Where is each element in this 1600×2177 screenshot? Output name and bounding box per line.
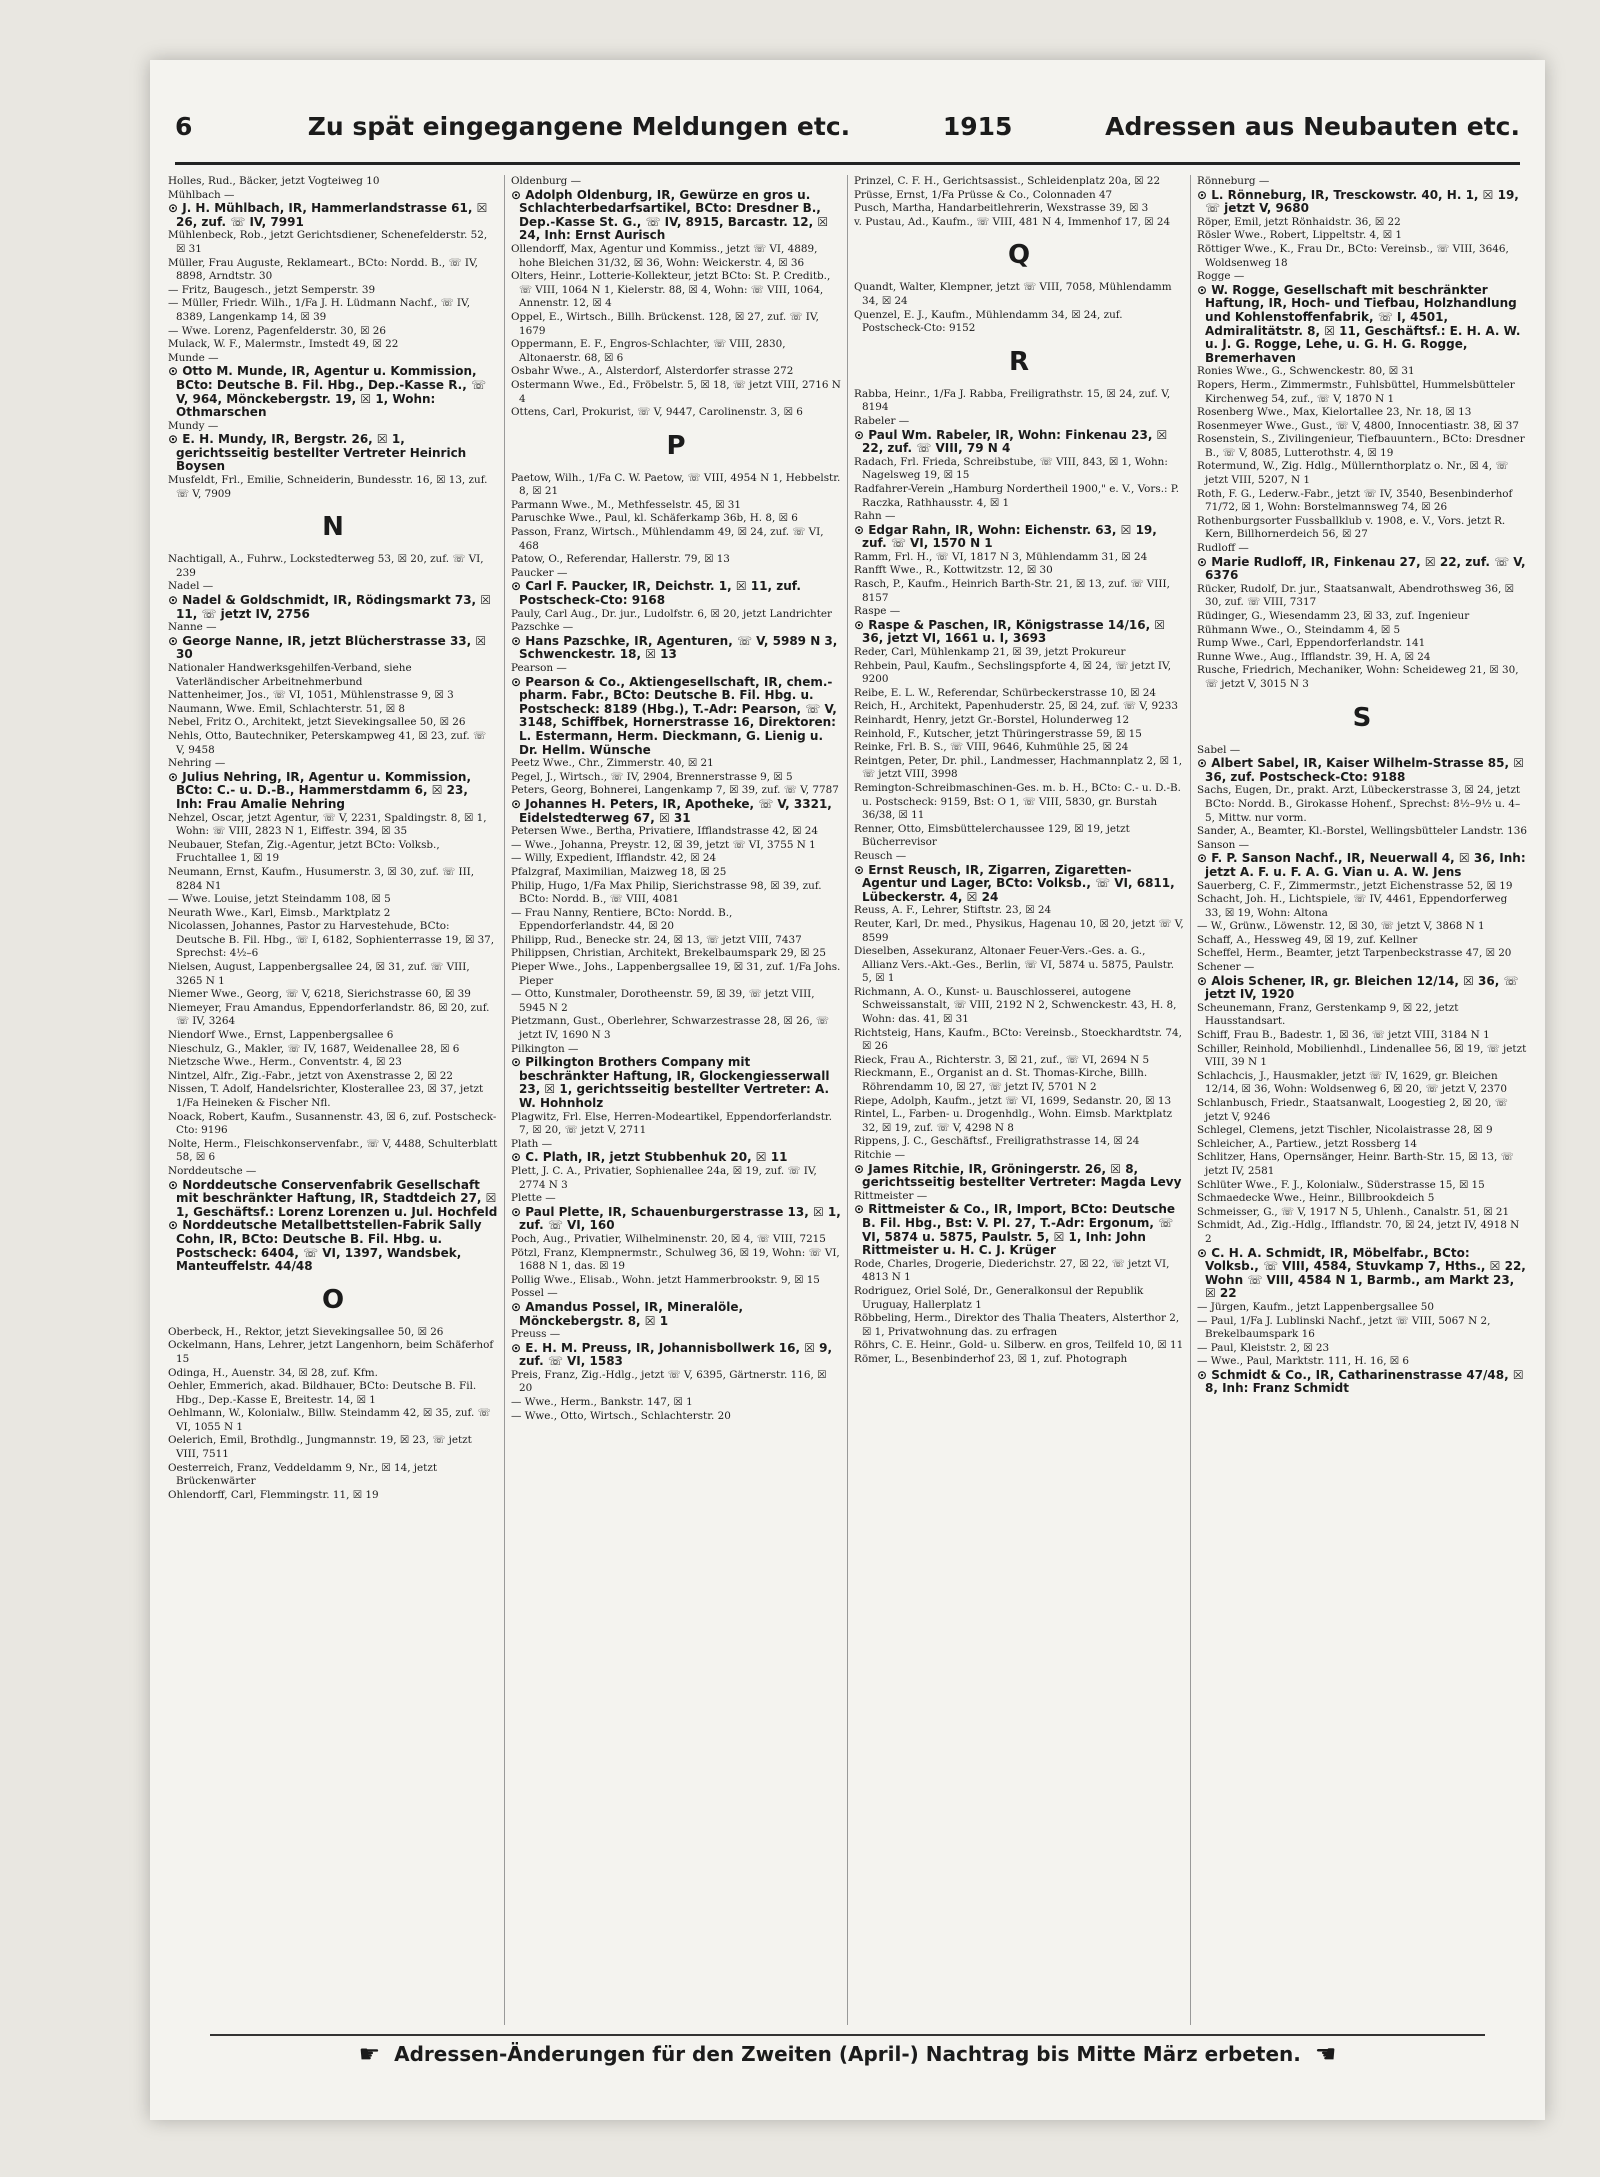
directory-entry: Röper, Emil, jetzt Rönhaidstr. 36, ☒ 22 (1197, 215, 1401, 228)
section-letter: Q (1007, 240, 1031, 271)
directory-entry: Rode, Charles, Drogerie, Diederichstr. 27, ☒ 22, ☏ jetzt VI, 4813 N 1 (854, 1257, 1170, 1284)
directory-entry: Pauly, Carl Aug., Dr. jur., Ludolfstr. 6, ☒ 20, jetzt Landrichter (511, 607, 833, 620)
directory-entry: Nadel — (168, 580, 214, 593)
firm-entry: ⊙ J. H. Mühlbach, IR, Hammerlandstrasse 61, ☒ 26, zuf. ☏ IV, 7991 (168, 201, 488, 229)
directory-entry: Ohlendorff, Carl, Flemmingstr. 11, ☒ 19 (168, 1488, 379, 1501)
directory-entry: Ropers, Herm., Zimmermstr., Fuhlsbüttel, Hummelsbütteler Kirchenweg 54, zuf., ☏ V, 1870 N 1 (1197, 378, 1515, 405)
directory-entry: Pieper Wwe., Johs., Lappenbergsallee 19, ☒ 31, zuf. 1/Fa Johs. Pieper (511, 961, 841, 987)
firm-entry: ⊙ Pilkington Brothers Company mit beschränkter Haftung, IR, Glockengiesserwall 23, ☒ 1, gerichtsseitig bestellter Vertreter: A. W. Hohnholz (511, 1055, 830, 1110)
directory-entry: Odinga, H., Auenstr. 34, ☒ 28, zuf. Kfm. (168, 1366, 378, 1379)
firm-entry: ⊙ George Nanne, IR, jetzt Blücherstrasse 33, ☒ 30 (168, 633, 487, 662)
directory-entry: Nietzsche Wwe., Herm., Conventstr. 4, ☒ 23 (168, 1056, 402, 1069)
directory-entry: Rühmann Wwe., O., Steindamm 4, ☒ 5 (1197, 623, 1401, 636)
directory-entry: Scheunemann, Franz, Gerstenkamp 9, ☒ 22, jetzt Hausstandsart. (1197, 1001, 1459, 1028)
directory-entry: Paruschke Wwe., Paul, kl. Schäferkamp 36b, H. 8, ☒ 6 (511, 512, 798, 525)
directory-entry: Rippens, J. C., Geschäftsf., Freiligrathstrasse 14, ☒ 24 (854, 1135, 1140, 1148)
directory-entry: Ockelmann, Hans, Lehrer, jetzt Langenhorn, beim Schäferhof 15 (168, 1339, 494, 1365)
directory-entry: — Fritz, Baugesch., jetzt Semperstr. 39 (168, 283, 376, 296)
directory-entry: Rehbein, Paul, Kaufm., Sechslingspforte 4, ☒ 24, ☏ jetzt IV, 9200 (854, 659, 1172, 686)
directory-entry: — Müller, Friedr. Wilh., 1/Fa J. H. Lüdmann Nachf., ☏ IV, 8389, Langenkamp 14, ☒ 39 (168, 297, 471, 323)
directory-entry: Röbbeling, Herm., Direktor des Thalia Theaters, Alsterthor 2, ☒ 1, Privatwohnung das. zu erfragen (854, 1312, 1180, 1338)
directory-entry: Reintgen, Peter, Dr. phil., Landmesser, Hachmannplatz 2, ☒ 1, ☏ jetzt VIII, 3998 (854, 754, 1183, 781)
directory-entry: Nehls, Otto, Bautechniker, Peterskampweg 41, ☒ 23, zuf. ☏ V, 9458 (168, 729, 486, 756)
directory-entry: Nintzel, Alfr., Zig.-Fabr., jetzt von Axenstrasse 2, ☒ 22 (168, 1069, 453, 1082)
firm-entry: ⊙ Otto M. Munde, IR, Agentur u. Kommission, BCto: Deutsche B. Fil. Hbg., Dep.-Kasse R., ☏ V, 964, Mönckebergstr. 19, ☒ 1, Wohn: Othmarschen (168, 364, 486, 420)
section-letter: R (1008, 346, 1030, 377)
section-letter: P (666, 430, 686, 461)
directory-entry: Plagwitz, Frl. Else, Herren-Modeartikel, Eppendorferlandstr. 7, ☒ 20, ☏ jetzt V, 2711 (511, 1110, 833, 1137)
firm-entry: ⊙ F. P. Sanson Nachf., IR, Neuerwall 4, ☒ 36, Inh: jetzt A. F. u. F. A. G. Vian u. A. W. Jens (1197, 851, 1526, 879)
directory-entry: Mühlbach — (168, 188, 235, 201)
directory-entry: Parmann Wwe., M., Methfesselstr. 45, ☒ 31 (511, 498, 741, 511)
directory-entry: Röhrs, C. E. Heinr., Gold- u. Silberw. en gros, Teilfeld 10, ☒ 11 (854, 1339, 1184, 1352)
directory-entry: Roth, F. G., Lederw.-Fabr., jetzt ☏ IV, 3540, Besenbinderhof 71/72, ☒ 1, Wohn: Borstelmannsweg 74, ☒ 26 (1197, 487, 1513, 514)
directory-entry: Runne Wwe., Aug., Ifflandstr. 39, H. A, ☒ 24 (1197, 650, 1431, 663)
directory-entry: Rothenburgsorter Fussballklub v. 1908, e. V., Vors. jetzt R. Kern, Billhornerdeich 56, ☒ 27 (1197, 514, 1506, 541)
directory-entry: Quenzel, E. J., Kaufm., Mühlendamm 34, ☒ 24, zuf. Postscheck-Cto: 9152 (854, 308, 1123, 335)
directory-entry: Reusch — (854, 849, 907, 862)
column-3 (848, 175, 1191, 2025)
directory-entry: Schleicher, A., Partiew., jetzt Rossberg 14 (1197, 1137, 1418, 1150)
directory-entry: Rücker, Rudolf, Dr. jur., Staatsanwalt, Abendrothsweg 36, ☒ 30, zuf. ☏ VIII, 7317 (1197, 582, 1514, 609)
year: 1915 (942, 112, 1013, 141)
directory-entry: Rotermund, W., Zig. Hdlg., Müllernthorplatz o. Nr., ☒ 4, ☏ jetzt VIII, 5207, N 1 (1197, 460, 1509, 487)
directory-entry: Niendorf Wwe., Ernst, Lappenbergsallee 6 (168, 1029, 394, 1042)
directory-entry: Rogge — (1197, 270, 1245, 283)
directory-entry: — Wwe., Johanna, Preystr. 12, ☒ 39, jetzt ☏ VI, 3755 N 1 (511, 838, 816, 851)
directory-entry: — Frau Nanny, Rentiere, BCto: Nordd. B., Eppendorferlandstr. 44, ☒ 20 (511, 906, 733, 933)
directory-entry: — Wwe., Herm., Bankstr. 147, ☒ 1 (511, 1396, 693, 1409)
directory-entry: Prinzel, C. F. H., Gerichtsassist., Schleidenplatz 20a, ☒ 22 (854, 175, 1161, 187)
firm-entry: ⊙ Paul Plette, IR, Schauenburgerstrasse 13, ☒ 1, zuf. ☏ VI, 160 (511, 1204, 841, 1233)
directory-entry: Oehlmann, W., Kolonialw., Billw. Steindamm 42, ☒ 35, zuf. ☏ VI, 1055 N 1 (168, 1407, 491, 1433)
section-letter: O (321, 1284, 345, 1315)
directory-entry: Rösler Wwe., Robert, Lippeltstr. 4, ☒ 1 (1197, 229, 1402, 242)
firm-entry: ⊙ Edgar Rahn, IR, Wohn: Eichenstr. 63, ☒ 19, zuf. ☏ VI, 1570 N 1 (854, 522, 1157, 551)
directory-entry: Oppel, E., Wirtsch., Billh. Brückenst. 128, ☒ 27, zuf. ☏ IV, 1679 (511, 310, 819, 337)
directory-entry: Plette — (511, 1192, 556, 1205)
directory-entry: Radach, Frl. Frieda, Schreibstube, ☏ VIII, 843, ☒ 1, Wohn: Nagelsweg 19, ☒ 15 (854, 455, 1168, 482)
directory-entry: Possel — (511, 1287, 558, 1300)
directory-entry: Reinhardt, Henry, jetzt Gr.-Borstel, Holunderweg 12 (854, 714, 1130, 726)
directory-entry: Niemeyer, Frau Amandus, Eppendorferlandstr. 86, ☒ 20, zuf. ☏ IV, 3264 (168, 1001, 490, 1028)
directory-entry: Pazschke — (511, 621, 574, 634)
directory-entry: Ramm, Frl. H., ☏ VI, 1817 N 3, Mühlendamm 31, ☒ 24 (854, 550, 1148, 563)
directory-entry: — Wwe., Otto, Wirtsch., Schlachterstr. 20 (511, 1409, 731, 1422)
footer-notice: Adressen-Änderungen für den Zweiten (April-) Nachtrag bis Mitte März erbeten. (394, 2042, 1301, 2066)
directory-entry: Schmaedecke Wwe., Heinr., Billbrookdeich 5 (1197, 1192, 1435, 1205)
pointing-hand-icon: ☛ (358, 2040, 381, 2068)
firm-entry: ⊙ Johannes H. Peters, IR, Apotheke, ☏ V, 3321, Eidelstedterweg 67, ☒ 31 (511, 796, 832, 825)
directory-entry: Schlachcis, J., Hausmakler, jetzt ☏ IV, 1629, gr. Bleichen 12/14, ☒ 36, Wohn: Woldsenweg 6, ☒ 20, ☏ jetzt V, 2370 (1197, 1069, 1507, 1096)
directory-entry: Schmidt, Ad., Zig.-Hdlg., Ifflandstr. 70, ☒ 24, jetzt IV, 4918 N 2 (1197, 1219, 1520, 1245)
directory-entry: Ronies Wwe., G., Schwenckestr. 80, ☒ 31 (1197, 365, 1415, 378)
directory-entry: Reder, Carl, Mühlenkamp 21, ☒ 39, jetzt Prokureur (854, 646, 1126, 659)
firm-entry: ⊙ L. Rönneburg, IR, Tresckowstr. 40, H. 1, ☒ 19, ☏ jetzt V, 9680 (1197, 187, 1519, 216)
directory-entry: Richmann, A. O., Kunst- u. Bauschlosserei, autogene Schweissanstalt, ☏ VIII, 2192 N 2, Schwenckestr. 43, H. 8, Wohn: das. 41, ☒ 31 (854, 985, 1177, 1026)
directory-entry: Pearson — (511, 662, 567, 674)
directory-entry: Mulack, W. F., Malermstr., Imstedt 49, ☒ 22 (168, 338, 399, 351)
directory-entry: Sachs, Eugen, Dr., prakt. Arzt, Lübeckerstrasse 3, ☒ 24, jetzt BCto: Nordd. B., Girokasse Hohenf., Sprechst: 8½–9½ u. 4–5, Mittw. nur vorm. (1197, 784, 1521, 824)
directory-entry: Mühlenbeck, Rob., jetzt Gerichtsdiener, Schenefelderstr. 52, ☒ 31 (168, 229, 488, 255)
directory-entry: Nationaler Handwerksgehilfen-Verband, siehe Vaterländischer Arbeitnehmerbund (168, 662, 412, 688)
firm-entry: ⊙ Ernst Reusch, IR, Zigarren, Zigaretten-Agentur und Lager, BCto: Volksb., ☏ VI, 6811, Lübeckerstr. 4, ☒ 24 (854, 862, 1175, 904)
directory-entry: Oesterreich, Franz, Veddeldamm 9, Nr., ☒ 14, jetzt Brückenwärter (168, 1461, 438, 1488)
directory-entry: Preis, Franz, Zig.-Hdlg., jetzt ☏ V, 6395, Gärtnerstr. 116, ☒ 20 (511, 1368, 827, 1395)
directory-entry: Riepe, Adolph, Kaufm., jetzt ☏ VI, 1699, Sedanstr. 20, ☒ 13 (854, 1094, 1172, 1107)
directory-entry: Schaff, A., Hessweg 49, ☒ 19, zuf. Kellner (1197, 933, 1418, 946)
directory-entry: Nicolassen, Johannes, Pastor zu Harvestehude, BCto: Deutsche B. Fil. Hbg., ☏ I, 6182, Sophienterrasse 19, ☒ 37, Sprechst: 4½–6 (168, 920, 495, 960)
firm-entry: ⊙ E. H. M. Preuss, IR, Johannisbollwerk 16, ☒ 9, zuf. ☏ VI, 1583 (511, 1340, 833, 1369)
directory-entry: Schlanbusch, Friedr., Staatsanwalt, Loogestieg 2, ☒ 20, ☏ jetzt V, 9246 (1197, 1097, 1508, 1123)
directory-entry: Nehring — (168, 757, 226, 770)
directory-entry: Poch, Aug., Privatier, Wilhelminenstr. 20, ☒ 4, ☏ VIII, 7215 (511, 1232, 826, 1245)
directory-entry: Osbahr Wwe., A., Alsterdorf, Alsterdorfer strasse 272 (511, 365, 794, 378)
firm-entry: ⊙ Julius Nehring, IR, Agentur u. Kommission, BCto: C.- u. D.-B., Hammerstdamm 6, ☒ 23, Inh: Frau Amalie Nehring (168, 769, 472, 811)
firm-entry: ⊙ Carl F. Paucker, IR, Deichstr. 1, ☒ 11, zuf. Postscheck-Cto: 9168 (511, 579, 801, 608)
directory-entry: Musfeldt, Frl., Emilie, Schneiderin, Bundesstr. 16, ☒ 13, zuf. ☏ V, 7909 (168, 474, 488, 500)
directory-entry: Schlüter Wwe., F. J., Kolonialw., Süderstrasse 15, ☒ 15 (1197, 1178, 1485, 1191)
directory-entry: Rosenstein, S., Zivilingenieur, Tiefbauuntern., BCto: Dresdner B., ☏ V, 8085, Lutterothstr. 4, ☒ 19 (1197, 433, 1525, 459)
firm-entry: ⊙ Paul Wm. Rabeler, IR, Wohn: Finkenau 23, ☒ 22, zuf. ☏ VIII, 79 N 4 (854, 427, 1168, 456)
directory-entry: Renner, Otto, Eimsbüttelerchaussee 129, ☒ 19, jetzt Bücherrevisor (854, 822, 1130, 849)
left-running-title: Zu spät eingegangene Meldungen etc. (307, 112, 851, 141)
directory-entry: Munde — (168, 351, 219, 364)
directory-entry: Nieschulz, G., Makler, ☏ IV, 1687, Weidenallee 28, ☒ 6 (168, 1042, 460, 1055)
directory-entry: Nattenheimer, Jos., ☏ VI, 1051, Mühlenstrasse 9, ☒ 3 (168, 689, 454, 702)
page-footer (210, 2034, 1485, 2072)
directory-entry: Nolte, Herm., Fleischkonservenfabr., ☏ V, 4488, Schulterblatt 58, ☒ 6 (168, 1137, 498, 1164)
directory-entry: Oehler, Emmerich, akad. Bildhauer, BCto: Deutsche B. Fil. Hbg., Dep.-Kasse E, Breitestr. 14, ☒ 1 (168, 1380, 477, 1406)
directory-entry: Plath — (511, 1137, 553, 1150)
directory-entry: Olters, Heinr., Lotterie-Kollekteur, jetzt BCto: St. P. Creditb., ☏ VIII, 1064 N 1, Kielerstr. 88, ☒ 4, Wohn: ☏ VIII, 1064, Annenstr. 12, ☒ 4 (511, 270, 831, 310)
directory-entry: Rusche, Friedrich, Mechaniker, Wohn: Scheideweg 21, ☒ 30, ☏ jetzt V, 3015 N 3 (1197, 664, 1519, 690)
directory-entry: Quandt, Walter, Klempner, jetzt ☏ VIII, 7058, Mühlendamm 34, ☒ 24 (854, 281, 1172, 307)
directory-entry: Preuss — (511, 1328, 561, 1341)
directory-entry: Petersen Wwe., Bertha, Privatiere, Ifflandstrasse 42, ☒ 24 (511, 825, 819, 838)
directory-entry: — Otto, Kunstmaler, Dorotheenstr. 59, ☒ 39, ☏ jetzt VIII, 5945 N 2 (511, 988, 815, 1014)
directory-entry: Röttiger Wwe., K., Frau Dr., BCto: Vereinsb., ☏ VIII, 3646, Woldsenweg 18 (1197, 242, 1509, 269)
firm-entry: ⊙ Nadel & Goldschmidt, IR, Rödingsmarkt 73, ☒ 11, ☏ jetzt IV, 2756 (168, 593, 492, 621)
directory-entry: Rudloff — (1197, 542, 1249, 555)
directory-entry: Nehzel, Oscar, jetzt Agentur, ☏ V, 2231, Spaldingstr. 8, ☒ 1, Wohn: ☏ VIII, 2823 N 1, Eiffestr. 394, ☒ 35 (168, 811, 487, 838)
directory-entry: Reibe, E. L. W., Referendar, Schürbeckerstrasse 10, ☒ 24 (854, 686, 1156, 699)
directory-entry: — Jürgen, Kaufm., jetzt Lappenbergsallee 50 (1197, 1300, 1435, 1313)
directory-entry: Schacht, Joh. H., Lichtspiele, ☏ IV, 4461, Eppendorferweg 33, ☒ 19, Wohn: Altona (1197, 893, 1508, 919)
directory-entry: Oppermann, E. F., Engros-Schlachter, ☏ VIII, 2830, Altonaerstr. 68, ☒ 6 (511, 338, 786, 364)
page-number: 6 (175, 112, 193, 141)
directory-entry: Neubauer, Stefan, Zig.-Agentur, jetzt BCto: Volksb., Fruchtallee 1, ☒ 19 (168, 838, 440, 865)
directory-entry: — Willy, Expedient, Ifflandstr. 42, ☒ 24 (511, 852, 717, 865)
firm-entry: ⊙ C. Plath, IR, jetzt Stubbenhuk 20, ☒ 11 (511, 1150, 788, 1165)
directory-entry: Holles, Rud., Bäcker, jetzt Vogteiweg 10 (168, 175, 380, 187)
directory-entry: Reuter, Karl, Dr. med., Physikus, Hagenau 10, ☒ 20, jetzt ☏ V, 8599 (854, 917, 1184, 944)
directory-entry: Ollendorff, Max, Agentur und Kommiss., jetzt ☏ VI, 4889, hohe Bleichen 31/32, ☒ 36, Wohn: Weickerstr. 4, ☒ 36 (511, 242, 818, 269)
directory-entry: Scheffel, Herm., Beamter, jetzt Tarpenbeckstrasse 47, ☒ 20 (1197, 947, 1512, 960)
directory-entry: Ritchie — (854, 1149, 905, 1161)
directory-entry: Pollig Wwe., Elisab., Wohn. jetzt Hammerbrookstr. 9, ☒ 15 (511, 1273, 820, 1286)
directory-entry: Schlitzer, Hans, Opernsänger, Heinr. Barth-Str. 15, ☒ 13, ☏ jetzt IV, 2581 (1197, 1151, 1514, 1177)
directory-entry: Rosenmeyer Wwe., Gust., ☏ V, 4800, Innocentiastr. 38, ☒ 37 (1197, 419, 1519, 432)
firm-entry: ⊙ W. Rogge, Gesellschaft mit beschränkter Haftung, IR, Hoch- und Tiefbau, Holzhandlung und Kohlenstoffenfabrik, ☏ I, 4501, Admiralitätstr. 8, ☒ 11, Geschäftsf.: E. H. A. W. u. J. G. Rogge, Lehe, u. G. H. G. Rogge, Bremerhaven (1197, 282, 1521, 365)
directory-entry: Rabeler — (854, 414, 910, 427)
directory-page (150, 60, 1545, 2120)
directory-entry: Reich, H., Architekt, Papenhuderstr. 25, ☒ 24, zuf. ☏ V, 9233 (854, 700, 1178, 713)
directory-entry: Rahn — (854, 510, 896, 523)
directory-entry: Schmeisser, G., ☏ V, 1917 N 5, Uhlenh., Canalstr. 51, ☒ 21 (1197, 1205, 1510, 1218)
directory-entry: Reuss, A. F., Lehrer, Stiftstr. 23, ☒ 24 (854, 904, 1052, 917)
directory-entry: Rüdinger, G., Wiesendamm 23, ☒ 33, zuf. Ingenieur (1197, 610, 1470, 622)
directory-entry: v. Pustau, Ad., Kaufm., ☏ VIII, 481 N 4, Immenhof 17, ☒ 24 (854, 215, 1171, 228)
directory-entry: Remington-Schreibmaschinen-Ges. m. b. H., BCto: C.- u. D.-B. u. Postscheck: 9159, Bst: O 1, ☏ VIII, 5830, gr. Burstah 36/38, ☒ 11 (854, 781, 1181, 822)
firm-entry: ⊙ Amandus Possel, IR, Mineralöle, Mönckebergstr. 8, ☒ 1 (511, 1299, 744, 1328)
directory-entry: Rieck, Frau A., Richterstr. 3, ☒ 21, zuf., ☏ VI, 2694 N 5 (854, 1053, 1150, 1066)
section-letter: S (1352, 702, 1372, 733)
directory-entry: Reinhold, F., Kutscher, jetzt Thüringerstrasse 59, ☒ 15 (854, 727, 1142, 740)
directory-entry: Rodriguez, Oriel Solé, Dr., Generalkonsul der Republik Uruguay, Hallerplatz 1 (854, 1284, 1144, 1311)
firm-entry: ⊙ Hans Pazschke, IR, Agenturen, ☏ V, 5989 N 3, Schwenckestr. 18, ☒ 13 (511, 633, 838, 662)
directory-entry: Pfalzgraf, Maximilian, Maizweg 18, ☒ 25 (511, 865, 727, 878)
directory-entry: Rabba, Heinr., 1/Fa J. Rabba, Freiligrathstr. 15, ☒ 24, zuf. V, 8194 (854, 387, 1171, 414)
directory-entry: Plett, J. C. A., Privatier, Sophienallee 24a, ☒ 19, zuf. ☏ IV, 2774 N 3 (511, 1164, 817, 1191)
directory-entry: Paucker — (511, 566, 568, 579)
firm-entry: ⊙ Rittmeister & Co., IR, Import, BCto: Deutsche B. Fil. Hbg., Bst: V. Pl. 27, T.-Adr: Ergonum, ☏ VI, 5874 u. 5875, Paulstr. 5, ☒ 1, Inh: John Rittmeister u. H. C. J. Krüger (854, 1202, 1175, 1258)
directory-entry: Reinke, Frl. B. S., ☏ VIII, 9646, Kuhmühle 25, ☒ 24 (854, 741, 1129, 754)
page-header (175, 112, 1520, 165)
directory-entry: Müller, Frau Auguste, Reklameart., BCto: Nordd. B., ☏ IV, 8898, Arndtstr. 30 (168, 256, 478, 283)
column-4 (1191, 175, 1533, 2025)
firm-entry: ⊙ Schmidt & Co., IR, Catharinenstrasse 47/48, ☒ 8, Inh: Franz Schmidt (1197, 1367, 1524, 1396)
directory-entry: Römer, L., Besenbinderhof 23, ☒ 1, zuf. Photograph (854, 1352, 1128, 1365)
directory-entry: Pötzl, Franz, Klempnermstr., Schulweg 36, ☒ 19, Wohn: ☏ VI, 1688 N 1, das. ☒ 19 (511, 1246, 840, 1273)
directory-entry: — W., Grünw., Löwenstr. 12, ☒ 30, ☏ jetzt V, 3868 N 1 (1197, 920, 1485, 933)
directory-entry: Philipp, Rud., Benecke str. 24, ☒ 13, ☏ jetzt VIII, 7437 (511, 933, 802, 946)
directory-entry: Prüsse, Ernst, 1/Fa Prüsse & Co., Colonnaden 47 (854, 188, 1113, 201)
firm-entry: ⊙ Norddeutsche Metallbettstellen-Fabrik Sally Cohn, IR, BCto: Deutsche B. Fil. Hbg. u. Postscheck: 6404, ☏ VI, 1397, Wandsbek, Manteuffelstr. 44/48 (168, 1218, 482, 1274)
directory-entry: Peters, Georg, Bohnerei, Langenkamp 7, ☒ 39, zuf. ☏ V, 7787 (511, 784, 839, 797)
directory-entry: Philip, Hugo, 1/Fa Max Philip, Sierichstrasse 98, ☒ 39, zuf. BCto: Nordd. B., ☏ VIII, 4081 (511, 879, 822, 906)
directory-entry: Philippsen, Christian, Architekt, Brekelbaumspark 29, ☒ 25 (511, 947, 827, 960)
firm-entry: ⊙ Norddeutsche Conservenfabrik Gesellschaft mit beschränkter Haftung, IR, Stadtdeich 27, ☒ 1, Geschäftsf.: Lorenz Lorenzen u. Jul. Hochfeld (168, 1177, 498, 1219)
directory-entry: Nachtigall, A., Fuhrw., Lockstedterweg 53, ☒ 20, zuf. ☏ VI, 239 (168, 553, 484, 579)
directory-entry: Patow, O., Referendar, Hallerstr. 79, ☒ 13 (511, 553, 730, 566)
directory-entry: Rönneburg — (1197, 175, 1270, 187)
directory-entry: Rump Wwe., Carl, Eppendorferlandstr. 141 (1197, 637, 1426, 650)
firm-entry: ⊙ James Ritchie, IR, Gröningerstr. 26, ☒ 8, gerichtsseitig bestellter Vertreter: Magda Levy (854, 1161, 1182, 1190)
directory-entry: Rittmeister — (854, 1189, 928, 1202)
directory-entry: Mundy — (168, 419, 219, 432)
directory-entry: Richtsteig, Hans, Kaufm., BCto: Vereinsb., Stoeckhardtstr. 74, ☒ 26 (854, 1026, 1182, 1053)
directory-entry: Niemer Wwe., Georg, ☏ V, 6218, Sierichstrasse 60, ☒ 39 (168, 988, 471, 1001)
directory-entry: Oldenburg — (511, 175, 581, 187)
directory-entry: Schlegel, Clemens, jetzt Tischler, Nicolaistrasse 28, ☒ 9 (1197, 1124, 1493, 1137)
directory-entry: Sander, A., Beamter, Kl.-Borstel, Wellingsbütteler Landstr. 136 (1197, 825, 1528, 838)
firm-entry: ⊙ Pearson & Co., Aktiengesellschaft, IR, chem.-pharm. Fabr., BCto: Deutsche B. Fil. Hbg. u. Postscheck: 8189 (Hbg.), T.-Adr: Pearson, ☏ V, 3148, Schiffbek, Hornerstrasse 16, Direktoren: L. Estermann, Herm. Dieckmann, G. Lienig u. Dr. Hellm. Wünsche (511, 674, 837, 757)
firm-entry: ⊙ E. H. Mundy, IR, Bergstr. 26, ☒ 1, gerichtsseitig bestellter Vertreter Heinrich Boysen (168, 432, 467, 474)
directory-entry: Sauerberg, C. F., Zimmermstr., jetzt Eichenstrasse 52, ☒ 19 (1197, 879, 1513, 892)
right-running-title: Adressen aus Neubauten etc. (1105, 112, 1520, 141)
directory-entry: — Paul, 1/Fa J. Lublinski Nachf., jetzt ☏ VIII, 5067 N 2, Brekelbaumspark 16 (1197, 1314, 1491, 1341)
directory-entry: Nanne — (168, 621, 217, 634)
directory-entry: Pietzmann, Gust., Oberlehrer, Schwarzestrasse 28, ☒ 26, ☏ jetzt IV, 1690 N 3 (511, 1015, 829, 1042)
directory-entry: Oberbeck, H., Rektor, jetzt Sievekingsallee 50, ☒ 26 (168, 1325, 444, 1338)
directory-entry: — Paul, Kleiststr. 2, ☒ 23 (1197, 1341, 1330, 1354)
directory-entry: Neumann, Ernst, Kaufm., Husumerstr. 3, ☒ 30, zuf. ☏ III, 8284 N1 (168, 865, 475, 892)
directory-entry: Rosenberg Wwe., Max, Kielortallee 23, Nr. 18, ☒ 13 (1197, 406, 1472, 419)
directory-entry: Passon, Franz, Wirtsch., Mühlendamm 49, ☒ 24, zuf. ☏ VI, 468 (511, 526, 824, 552)
directory-entry: Sabel — (1197, 743, 1241, 756)
directory-entry: Pusch, Martha, Handarbeitlehrerin, Wexstrasse 39, ☒ 3 (854, 202, 1149, 215)
column-2 (505, 175, 848, 2025)
directory-entry: Neurath Wwe., Karl, Eimsb., Marktplatz 2 (168, 906, 391, 919)
directory-entry: Nissen, T. Adolf, Handelsrichter, Klosterallee 23, ☒ 37, jetzt 1/Fa Heineken & Fischer Nfl. (168, 1083, 484, 1109)
directory-entry: Schiller, Reinhold, Mobilienhdl., Lindenallee 56, ☒ 19, ☏ jetzt VIII, 39 N 1 (1197, 1042, 1527, 1069)
firm-entry: ⊙ Marie Rudloff, IR, Finkenau 27, ☒ 22, zuf. ☏ V, 6376 (1197, 554, 1526, 583)
firm-entry: ⊙ Alois Schener, IR, gr. Bleichen 12/14, ☒ 36, ☏ jetzt IV, 1920 (1197, 973, 1519, 1002)
directory-entry: Sanson — (1197, 838, 1249, 851)
columns-container (162, 175, 1533, 2025)
directory-entry: Radfahrer-Verein „Hamburg Nordertheil 1900," e. V., Vors.: P. Raczka, Rathhausstr. 4, ☒ 1 (854, 482, 1179, 509)
directory-entry: Schiff, Frau B., Badestr. 1, ☒ 36, ☏ jetzt VIII, 3184 N 1 (1197, 1029, 1490, 1042)
directory-entry: Raspe — (854, 605, 901, 618)
pointing-hand-icon: ☚ (1314, 2040, 1337, 2068)
firm-entry: ⊙ Albert Sabel, IR, Kaiser Wilhelm-Strasse 85, ☒ 36, zuf. Postscheck-Cto: 9188 (1197, 756, 1524, 784)
directory-entry: — Wwe. Louise, jetzt Steindamm 108, ☒ 5 (168, 893, 391, 906)
directory-entry: Dieselben, Assekuranz, Altonaer Feuer-Vers.-Ges. a. G., Allianz Vers.-Akt.-Ges., Berlin, ☏ VI, 5874 u. 5875, Paulstr. 5, ☒ 1 (854, 945, 1175, 985)
directory-entry: Peetz Wwe., Chr., Zimmerstr. 40, ☒ 21 (511, 757, 714, 770)
firm-entry: ⊙ Raspe & Paschen, IR, Königstrasse 14/16, ☒ 36, jetzt VI, 1661 u. I, 3693 (854, 617, 1166, 646)
directory-entry: Ottens, Carl, Prokurist, ☏ V, 9447, Carolinenstr. 3, ☒ 6 (511, 406, 803, 419)
firm-entry: ⊙ Adolph Oldenburg, IR, Gewürze en gros u. Schlachterbedarfsartikel, BCto: Dresdner B., Dep.-Kasse St. G., ☏ IV, 8915, Barcastr. 12, ☒ 24, Inh: Ernst Aurisch (511, 187, 829, 243)
directory-entry: Nebel, Fritz O., Architekt, jetzt Sievekingsallee 50, ☒ 26 (168, 716, 466, 729)
directory-entry: Rasch, P., Kaufm., Heinrich Barth-Str. 21, ☒ 13, zuf. ☏ VIII, 8157 (854, 578, 1170, 604)
directory-entry: — Wwe., Paul, Marktstr. 111, H. 16, ☒ 6 (1197, 1355, 1410, 1368)
directory-entry: — Wwe. Lorenz, Pagenfelderstr. 30, ☒ 26 (168, 324, 386, 337)
directory-entry: Rintel, L., Farben- u. Drogenhdlg., Wohn. Eimsb. Marktplatz 32, ☒ 19, zuf. ☏ V, 4298 N 8 (854, 1108, 1173, 1134)
directory-entry: Rieckmann, E., Organist an d. St. Thomas-Kirche, Billh. Röhrendamm 10, ☒ 27, ☏ jetzt IV, 5701 N 2 (854, 1067, 1148, 1094)
directory-entry: Ostermann Wwe., Ed., Fröbelstr. 5, ☒ 18, ☏ jetzt VIII, 2716 N 4 (511, 378, 841, 405)
directory-entry: Schener — (1197, 961, 1255, 974)
directory-entry: Noack, Robert, Kaufm., Susannenstr. 43, ☒ 6, zuf. Postscheck-Cto: 9196 (168, 1110, 497, 1137)
directory-entry: Pilkington — (511, 1042, 579, 1055)
directory-entry: Ranfft Wwe., R., Kottwitzstr. 12, ☒ 30 (854, 564, 1053, 577)
directory-entry: Naumann, Wwe. Emil, Schlachterstr. 51, ☒ 8 (168, 702, 405, 715)
directory-entry: Paetow, Wilh., 1/Fa C. W. Paetow, ☏ VIII, 4954 N 1, Hebbelstr. 8, ☒ 21 (511, 471, 841, 498)
directory-entry: Pegel, J., Wirtsch., ☏ IV, 2904, Brennerstrasse 9, ☒ 5 (511, 770, 793, 783)
firm-entry: ⊙ C. H. A. Schmidt, IR, Möbelfabr., BCto: Volksb., ☏ VIII, 4584, Stuvkamp 7, Hths., ☒ 22, Wohn ☏ VIII, 4584 N 1, Barmb., am Markt 23, ☒ 22 (1197, 1245, 1526, 1301)
directory-entry: Norddeutsche — (168, 1164, 257, 1177)
directory-entry: Nielsen, August, Lappenbergsallee 24, ☒ 31, zuf. ☏ VIII, 3265 N 1 (168, 961, 470, 987)
column-1 (162, 175, 505, 2025)
section-letter: N (322, 512, 344, 543)
directory-entry: Oelerich, Emil, Brothdlg., Jungmannstr. 19, ☒ 23, ☏ jetzt VIII, 7511 (168, 1434, 472, 1461)
